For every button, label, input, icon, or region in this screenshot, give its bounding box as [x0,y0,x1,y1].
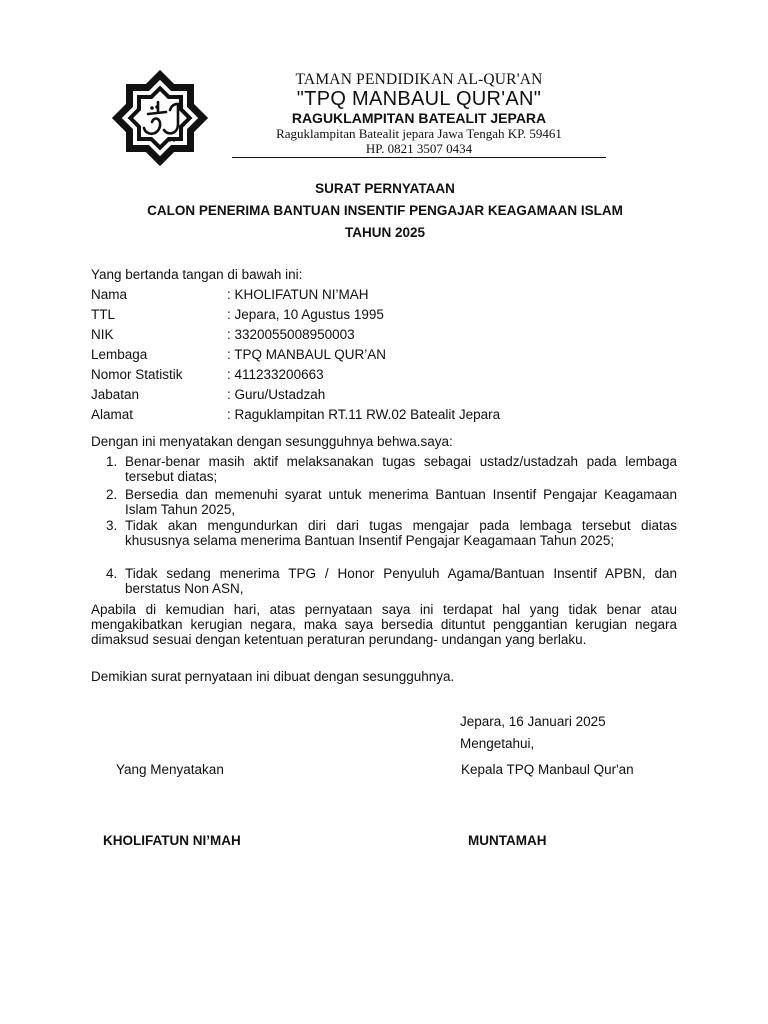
signer-role: Yang Menyatakan [116,762,224,777]
closing-sentence: Demikian surat pernyataan ini dibuat dengan sesungguhnya. [91,669,455,684]
identity-label: Alamat [91,407,134,422]
acknowledged-label: Mengetahui, [460,736,535,751]
document-subtitle: CALON PENERIMA BANTUAN INSENTIF PENGAJAR KEAGAMAAN ISLAM [147,203,623,218]
letterhead-address: Raguklampitan Batealit jepara Jawa Tengah KP. 59461 [276,126,562,141]
identity-label: Nomor Statistik [91,367,183,382]
identity-label: Nama [91,287,128,302]
statement-text: Tidak sedang menerima TPG / Honor Penyuluh Agama/Bantuan Insentif APBN, dan berstatus Non ASN, [125,566,677,596]
letterhead-name: "TPQ MANBAUL QUR'AN" [296,88,542,110]
identity-label: Jabatan [91,387,140,402]
head-role: Kepala TPQ Manbaul Qur'an [461,762,634,777]
statement-number: 3. [106,518,118,533]
statement-text: Bersedia dan memenuhi syarat untuk menerima Bantuan Insentif Pengajar Keagamaan Islam Tahun 2025, [125,487,677,517]
consequence-paragraph: Apabila di kemudian hari, atas pernyataan saya ini terdapat hal yang tidak benar atau mengakibatkan kerugian negara, maka saya bersedia dituntut penggantian kerugian negara dimaksud sesuai dengan ketentuan peraturan perundang- undangan yang berlaku. [91,602,677,647]
octagram-logo-icon [108,66,212,170]
statement-number: 1. [106,454,118,469]
statement-text: Tidak akan mengundurkan diri dari tugas mengajar pada lembaga tersebut diatas khususnya selama menerima Bantuan Insentif Pengajar Keagamaan Tahun 2025; [125,518,677,548]
identity-value: : KHOLIFATUN NI’MAH [227,287,369,302]
identity-value: : Jepara, 10 Agustus 1995 [227,307,384,322]
identity-value: : Guru/Ustadzah [227,387,326,402]
identity-label: TTL [91,307,116,322]
place-date: Jepara, 16 Januari 2025 [460,714,606,729]
letterhead-institution: TAMAN PENDIDIKAN AL-QUR'AN [295,71,543,88]
statement-text: Benar-benar masih aktif melaksanakan tugas sebagai ustadz/ustadzah pada lembaga tersebut diatas; [125,454,677,484]
identity-value: : TPQ MANBAUL QUR’AN [227,347,387,362]
letterhead-divider [232,157,606,158]
identity-label: NIK [91,327,114,342]
identity-value: : 411233200663 [227,367,324,382]
identity-value: : Raguklampitan RT.11 RW.02 Batealit Jepara [227,407,501,422]
signer-name: KHOLIFATUN NI’MAH [103,833,241,848]
letterhead-phone: HP. 0821 3507 0434 [365,141,473,156]
statement-number: 2. [106,487,118,502]
intro-text: Yang bertanda tangan di bawah ini: [91,267,303,282]
document-year: TAHUN 2025 [344,225,426,240]
identity-label: Lembaga [91,347,148,362]
declaration-intro: Dengan ini menyatakan dengan sesungguhnya behwa.saya: [91,434,453,449]
head-name: MUNTAMAH [468,833,547,848]
statement-number: 4. [106,566,118,581]
document-title: SURAT PERNYATAAN [315,181,455,196]
letterhead-location: RAGUKLAMPITAN BATEALIT JEPARA [291,110,547,126]
identity-value: : 3320055008950003 [227,327,355,342]
